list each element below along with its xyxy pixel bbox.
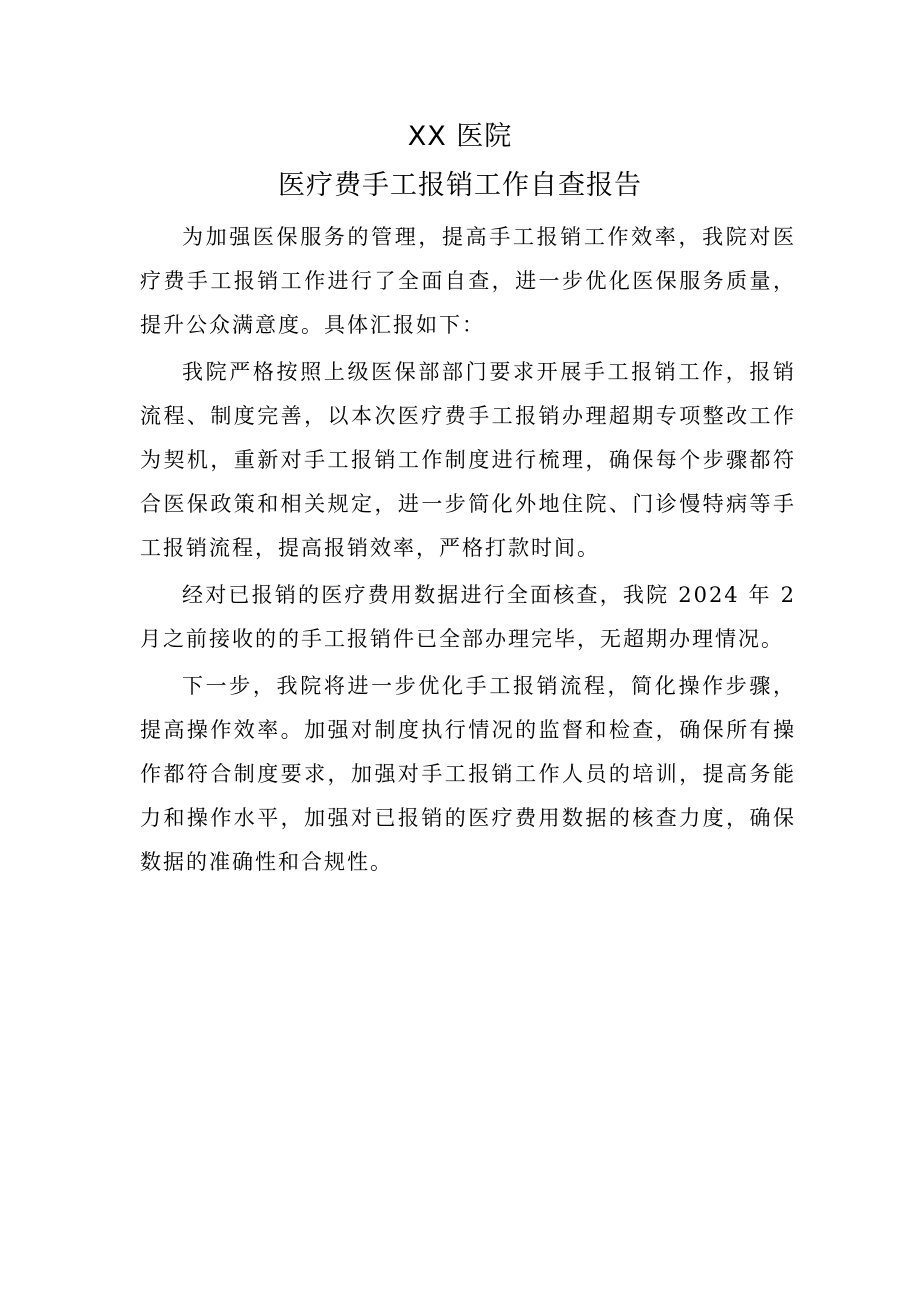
organization-title: XX 医院 bbox=[407, 121, 513, 152]
paragraph-intro: 为加强医保服务的管理，提高手工报销工作效率，我院对医疗费手工报销工作进行了全面自查，进一步优化医保服务质量，提升公众满意度。具体汇报如下： bbox=[140, 225, 796, 337]
paragraph-verification: 经对已报销的医疗费用数据进行全面核查，我院 2024 年 2 月之前接收的的手工报销件已全部办理完毕，无超期办理情况。 bbox=[140, 583, 796, 651]
paragraph-next-steps: 下一步，我院将进一步优化手工报销流程，简化操作步骤，提高操作效率。加强对制度执行情况的监督和检查，确保所有操作都符合制度要求，加强对手工报销工作人员的培训，提高务能力和操作水平，加强对已报销的医疗费用数据的核查力度，确保数据的准确性和合规性。 bbox=[140, 674, 796, 874]
report-body bbox=[140, 215, 796, 887]
report-title: 医疗费手工报销工作自查报告 bbox=[278, 170, 642, 201]
paragraph-process: 我院严格按照上级医保部部门要求开展手工报销工作，报销流程、制度完善，以本次医疗费手工报销办理超期专项整改工作为契机，重新对手工报销工作制度进行梳理，确保每个步骤都符合医保政策和相关规定，进一步简化外地住院、门诊慢特病等手工报销流程，提高报销效率，严格打款时间。 bbox=[140, 360, 796, 560]
